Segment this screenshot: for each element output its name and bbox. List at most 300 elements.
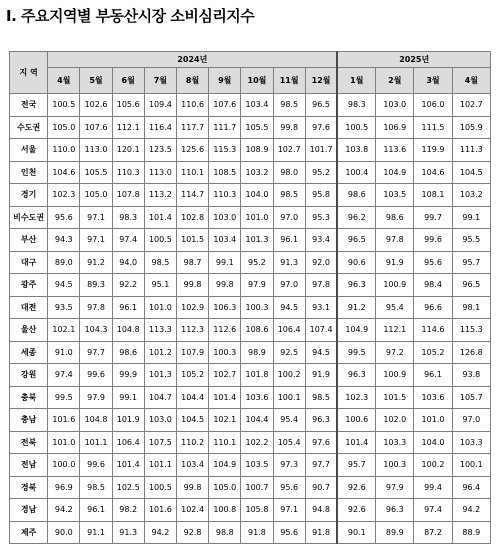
value-cell: 91.3	[112, 521, 144, 544]
value-cell: 99.6	[414, 229, 452, 252]
value-cell: 101.3	[144, 364, 176, 387]
value-cell: 114.6	[414, 319, 452, 342]
table-row	[10, 431, 491, 454]
value-cell: 103.6	[414, 386, 452, 409]
value-cell: 101.6	[48, 409, 80, 432]
value-cell: 103.0	[209, 206, 241, 229]
value-cell: 96.3	[305, 409, 337, 432]
value-cell: 113.6	[376, 139, 414, 162]
value-cell: 95.6	[273, 476, 305, 499]
value-cell: 102.3	[48, 184, 80, 207]
value-cell: 101.0	[48, 431, 80, 454]
value-cell: 105.2	[176, 364, 208, 387]
value-cell: 92.8	[176, 521, 208, 544]
value-cell: 102.2	[241, 431, 273, 454]
value-cell: 101.1	[144, 454, 176, 477]
value-cell: 103.3	[376, 431, 414, 454]
value-cell: 101.3	[241, 229, 273, 252]
value-cell: 99.8	[209, 274, 241, 297]
value-cell: 97.4	[48, 364, 80, 387]
value-cell: 97.0	[273, 274, 305, 297]
value-cell: 98.6	[112, 341, 144, 364]
value-cell: 110.3	[112, 161, 144, 184]
value-cell: 100.3	[209, 341, 241, 364]
value-cell: 104.3	[80, 319, 112, 342]
value-cell: 104.6	[414, 161, 452, 184]
value-cell: 111.7	[209, 116, 241, 139]
value-cell: 106.3	[209, 296, 241, 319]
value-cell: 94.2	[452, 499, 490, 522]
value-cell: 101.4	[337, 431, 375, 454]
value-cell: 100.5	[144, 229, 176, 252]
value-cell: 98.5	[273, 94, 305, 117]
value-cell: 111.5	[414, 116, 452, 139]
value-cell: 116.4	[144, 116, 176, 139]
value-cell: 112.6	[209, 319, 241, 342]
consumer-sentiment-table	[9, 51, 491, 544]
value-cell: 102.5	[112, 476, 144, 499]
value-cell: 104.4	[176, 386, 208, 409]
value-cell: 102.1	[48, 319, 80, 342]
value-cell: 97.9	[241, 274, 273, 297]
region-label: 대전	[10, 296, 48, 319]
value-cell: 102.0	[376, 409, 414, 432]
region-label: 수도권	[10, 116, 48, 139]
table-body	[10, 94, 491, 544]
region-label: 경북	[10, 476, 48, 499]
value-cell: 101.4	[112, 454, 144, 477]
value-cell: 97.6	[305, 431, 337, 454]
value-cell: 98.5	[144, 251, 176, 274]
region-label: 강원	[10, 364, 48, 387]
value-cell: 98.7	[176, 251, 208, 274]
value-cell: 108.5	[209, 161, 241, 184]
value-cell: 93.4	[305, 229, 337, 252]
value-cell: 107.6	[209, 94, 241, 117]
table-row	[10, 409, 491, 432]
value-cell: 94.8	[305, 499, 337, 522]
value-cell: 104.9	[209, 454, 241, 477]
year-header-row	[10, 52, 491, 68]
value-cell: 113.0	[80, 139, 112, 162]
value-cell: 100.2	[273, 364, 305, 387]
value-cell: 100.6	[337, 409, 375, 432]
value-cell: 93.5	[48, 296, 80, 319]
value-cell: 101.0	[241, 206, 273, 229]
value-cell: 92.6	[337, 476, 375, 499]
value-cell: 95.4	[376, 296, 414, 319]
value-cell: 119.9	[414, 139, 452, 162]
value-cell: 104.5	[176, 409, 208, 432]
value-cell: 101.5	[376, 386, 414, 409]
value-cell: 112.1	[112, 116, 144, 139]
value-cell: 100.3	[376, 454, 414, 477]
value-cell: 91.2	[337, 296, 375, 319]
value-cell: 98.6	[376, 206, 414, 229]
value-cell: 103.5	[241, 454, 273, 477]
value-cell: 102.8	[176, 206, 208, 229]
table-row	[10, 94, 491, 117]
value-cell: 100.1	[273, 386, 305, 409]
value-cell: 99.4	[414, 476, 452, 499]
value-cell: 100.0	[48, 454, 80, 477]
table-row	[10, 386, 491, 409]
month-header: 10월	[241, 68, 273, 94]
value-cell: 106.4	[273, 319, 305, 342]
region-label: 충남	[10, 409, 48, 432]
value-cell: 106.9	[376, 116, 414, 139]
value-cell: 98.2	[112, 499, 144, 522]
value-cell: 110.6	[176, 94, 208, 117]
value-cell: 97.2	[376, 341, 414, 364]
value-cell: 101.7	[305, 139, 337, 162]
value-cell: 104.4	[241, 409, 273, 432]
value-cell: 103.0	[376, 94, 414, 117]
value-cell: 105.2	[414, 341, 452, 364]
value-cell: 95.6	[273, 521, 305, 544]
region-label: 전북	[10, 431, 48, 454]
value-cell: 102.9	[176, 296, 208, 319]
value-cell: 97.0	[452, 409, 490, 432]
value-cell: 90.1	[337, 521, 375, 544]
value-cell: 97.8	[305, 274, 337, 297]
value-cell: 93.1	[305, 296, 337, 319]
value-cell: 110.2	[176, 431, 208, 454]
value-cell: 95.6	[414, 251, 452, 274]
table-row	[10, 296, 491, 319]
region-column-header: 지 역	[10, 52, 48, 94]
region-label: 전국	[10, 94, 48, 117]
value-cell: 117.7	[176, 116, 208, 139]
value-cell: 101.4	[209, 386, 241, 409]
value-cell: 100.5	[144, 476, 176, 499]
value-cell: 97.7	[305, 454, 337, 477]
region-label: 충북	[10, 386, 48, 409]
value-cell: 94.2	[48, 499, 80, 522]
value-cell: 95.2	[305, 161, 337, 184]
value-cell: 96.5	[305, 94, 337, 117]
value-cell: 112.1	[376, 319, 414, 342]
value-cell: 91.9	[376, 251, 414, 274]
value-cell: 97.0	[273, 206, 305, 229]
value-cell: 97.9	[80, 386, 112, 409]
region-label: 부산	[10, 229, 48, 252]
value-cell: 94.5	[48, 274, 80, 297]
value-cell: 100.5	[337, 116, 375, 139]
value-cell: 99.8	[176, 476, 208, 499]
region-label: 서울	[10, 139, 48, 162]
value-cell: 98.1	[452, 296, 490, 319]
value-cell: 97.3	[273, 454, 305, 477]
value-cell: 98.4	[414, 274, 452, 297]
value-cell: 100.9	[376, 274, 414, 297]
value-cell: 112.3	[176, 319, 208, 342]
value-cell: 98.5	[273, 184, 305, 207]
value-cell: 101.6	[144, 499, 176, 522]
value-cell: 110.0	[48, 139, 80, 162]
value-cell: 96.3	[337, 274, 375, 297]
page-title: Ⅰ. 주요지역별 부동산시장 소비심리지수	[6, 7, 255, 25]
value-cell: 101.0	[414, 409, 452, 432]
value-cell: 102.3	[337, 386, 375, 409]
value-cell: 96.2	[337, 206, 375, 229]
value-cell: 108.9	[241, 139, 273, 162]
value-cell: 106.4	[112, 431, 144, 454]
table-header	[10, 52, 491, 94]
value-cell: 99.1	[452, 206, 490, 229]
value-cell: 99.6	[80, 454, 112, 477]
value-cell: 100.4	[337, 161, 375, 184]
value-cell: 99.5	[337, 341, 375, 364]
value-cell: 103.8	[337, 139, 375, 162]
month-header: 9월	[209, 68, 241, 94]
table-row	[10, 139, 491, 162]
value-cell: 102.7	[209, 364, 241, 387]
value-cell: 113.3	[144, 319, 176, 342]
value-cell: 102.1	[209, 409, 241, 432]
table-row	[10, 499, 491, 522]
value-cell: 103.2	[241, 161, 273, 184]
value-cell: 96.3	[376, 499, 414, 522]
month-header: 5월	[80, 68, 112, 94]
value-cell: 97.1	[273, 499, 305, 522]
value-cell: 104.9	[376, 161, 414, 184]
value-cell: 125.6	[176, 139, 208, 162]
value-cell: 101.8	[241, 364, 273, 387]
value-cell: 96.1	[80, 499, 112, 522]
value-cell: 101.1	[80, 431, 112, 454]
value-cell: 87.2	[414, 521, 452, 544]
value-cell: 102.7	[273, 139, 305, 162]
value-cell: 105.8	[241, 499, 273, 522]
value-cell: 102.6	[80, 94, 112, 117]
value-cell: 100.5	[48, 94, 80, 117]
value-cell: 95.4	[273, 409, 305, 432]
value-cell: 108.1	[414, 184, 452, 207]
value-cell: 95.1	[144, 274, 176, 297]
value-cell: 98.9	[241, 341, 273, 364]
value-cell: 94.2	[144, 521, 176, 544]
value-cell: 101.2	[144, 341, 176, 364]
month-header: 11월	[273, 68, 305, 94]
value-cell: 99.1	[112, 386, 144, 409]
region-label: 경남	[10, 499, 48, 522]
value-cell: 91.0	[48, 341, 80, 364]
value-cell: 99.8	[273, 116, 305, 139]
value-cell: 104.8	[80, 409, 112, 432]
value-cell: 95.5	[452, 229, 490, 252]
value-cell: 126.8	[452, 341, 490, 364]
value-cell: 115.3	[209, 139, 241, 162]
value-cell: 104.0	[241, 184, 273, 207]
value-cell: 105.4	[273, 431, 305, 454]
region-label: 광주	[10, 274, 48, 297]
value-cell: 92.0	[305, 251, 337, 274]
value-cell: 110.1	[176, 161, 208, 184]
value-cell: 105.6	[112, 94, 144, 117]
value-cell: 107.6	[80, 116, 112, 139]
table-row	[10, 319, 491, 342]
month-header-row	[10, 68, 491, 94]
value-cell: 95.7	[452, 251, 490, 274]
region-label: 경기	[10, 184, 48, 207]
table-row	[10, 251, 491, 274]
value-cell: 105.7	[452, 386, 490, 409]
value-cell: 110.1	[209, 431, 241, 454]
value-cell: 102.7	[452, 94, 490, 117]
value-cell: 100.7	[241, 476, 273, 499]
value-cell: 98.3	[337, 94, 375, 117]
value-cell: 105.0	[209, 476, 241, 499]
value-cell: 97.6	[305, 116, 337, 139]
value-cell: 105.0	[80, 184, 112, 207]
value-cell: 99.5	[48, 386, 80, 409]
month-header: 8월	[176, 68, 208, 94]
value-cell: 99.8	[176, 274, 208, 297]
table-row	[10, 274, 491, 297]
month-header: 2월	[376, 68, 414, 94]
value-cell: 95.8	[305, 184, 337, 207]
value-cell: 96.5	[452, 274, 490, 297]
value-cell: 98.8	[209, 521, 241, 544]
value-cell: 111.3	[452, 139, 490, 162]
value-cell: 94.0	[112, 251, 144, 274]
value-cell: 95.7	[337, 454, 375, 477]
value-cell: 91.8	[305, 521, 337, 544]
value-cell: 97.4	[112, 229, 144, 252]
table-row	[10, 521, 491, 544]
value-cell: 99.6	[80, 364, 112, 387]
value-cell: 107.9	[176, 341, 208, 364]
table-row	[10, 364, 491, 387]
value-cell: 105.9	[452, 116, 490, 139]
value-cell: 105.5	[80, 161, 112, 184]
table-row	[10, 116, 491, 139]
value-cell: 103.4	[241, 94, 273, 117]
value-cell: 96.1	[112, 296, 144, 319]
value-cell: 102.4	[176, 499, 208, 522]
value-cell: 101.0	[144, 296, 176, 319]
month-header: 3월	[414, 68, 452, 94]
region-label: 제주	[10, 521, 48, 544]
value-cell: 89.0	[48, 251, 80, 274]
value-cell: 97.4	[414, 499, 452, 522]
value-cell: 95.6	[48, 206, 80, 229]
value-cell: 94.5	[273, 296, 305, 319]
value-cell: 104.8	[112, 319, 144, 342]
value-cell: 96.9	[48, 476, 80, 499]
value-cell: 99.9	[112, 364, 144, 387]
value-cell: 91.8	[241, 521, 273, 544]
value-cell: 97.1	[80, 206, 112, 229]
value-cell: 103.5	[376, 184, 414, 207]
value-cell: 108.6	[241, 319, 273, 342]
value-cell: 103.3	[452, 431, 490, 454]
value-cell: 96.6	[414, 296, 452, 319]
value-cell: 107.4	[305, 319, 337, 342]
value-cell: 98.5	[305, 386, 337, 409]
value-cell: 94.5	[305, 341, 337, 364]
value-cell: 95.3	[305, 206, 337, 229]
value-cell: 103.2	[452, 184, 490, 207]
value-cell: 98.0	[273, 161, 305, 184]
value-cell: 97.9	[376, 476, 414, 499]
table-row	[10, 184, 491, 207]
value-cell: 110.3	[209, 184, 241, 207]
region-label: 전남	[10, 454, 48, 477]
year-header-2024: 2024년	[48, 52, 338, 68]
value-cell: 97.7	[80, 341, 112, 364]
region-label: 비수도권	[10, 206, 48, 229]
value-cell: 92.6	[337, 499, 375, 522]
value-cell: 96.1	[414, 364, 452, 387]
value-cell: 107.8	[112, 184, 144, 207]
month-header: 12월	[305, 68, 337, 94]
value-cell: 123.5	[144, 139, 176, 162]
value-cell: 96.5	[337, 229, 375, 252]
value-cell: 98.3	[112, 206, 144, 229]
value-cell: 120.1	[112, 139, 144, 162]
value-cell: 95.2	[241, 251, 273, 274]
value-cell: 105.5	[241, 116, 273, 139]
month-header: 1월	[337, 68, 375, 94]
value-cell: 101.5	[176, 229, 208, 252]
value-cell: 96.1	[273, 229, 305, 252]
table-row	[10, 341, 491, 364]
value-cell: 105.0	[48, 116, 80, 139]
value-cell: 91.9	[305, 364, 337, 387]
table-row	[10, 476, 491, 499]
value-cell: 90.0	[48, 521, 80, 544]
value-cell: 104.7	[144, 386, 176, 409]
region-label: 대구	[10, 251, 48, 274]
value-cell: 99.1	[209, 251, 241, 274]
region-label: 세종	[10, 341, 48, 364]
value-cell: 100.1	[452, 454, 490, 477]
value-cell: 93.8	[452, 364, 490, 387]
value-cell: 109.4	[144, 94, 176, 117]
value-cell: 103.4	[209, 229, 241, 252]
value-cell: 101.4	[144, 206, 176, 229]
month-header: 4월	[48, 68, 80, 94]
value-cell: 89.3	[80, 274, 112, 297]
value-cell: 113.0	[144, 161, 176, 184]
value-cell: 100.8	[209, 499, 241, 522]
value-cell: 103.6	[241, 386, 273, 409]
value-cell: 94.3	[48, 229, 80, 252]
value-cell: 92.5	[273, 341, 305, 364]
table-row	[10, 206, 491, 229]
region-label: 인천	[10, 161, 48, 184]
region-label: 울산	[10, 319, 48, 342]
value-cell: 104.6	[48, 161, 80, 184]
table-row	[10, 454, 491, 477]
value-cell: 115.3	[452, 319, 490, 342]
value-cell: 101.9	[112, 409, 144, 432]
year-header-2025: 2025년	[337, 52, 490, 68]
value-cell: 107.5	[144, 431, 176, 454]
value-cell: 114.7	[176, 184, 208, 207]
value-cell: 98.6	[337, 184, 375, 207]
value-cell: 96.3	[337, 364, 375, 387]
value-cell: 100.9	[376, 364, 414, 387]
value-cell: 96.4	[452, 476, 490, 499]
value-cell: 97.8	[80, 296, 112, 319]
value-cell: 90.6	[337, 251, 375, 274]
value-cell: 106.0	[414, 94, 452, 117]
value-cell: 113.2	[144, 184, 176, 207]
value-cell: 99.7	[414, 206, 452, 229]
